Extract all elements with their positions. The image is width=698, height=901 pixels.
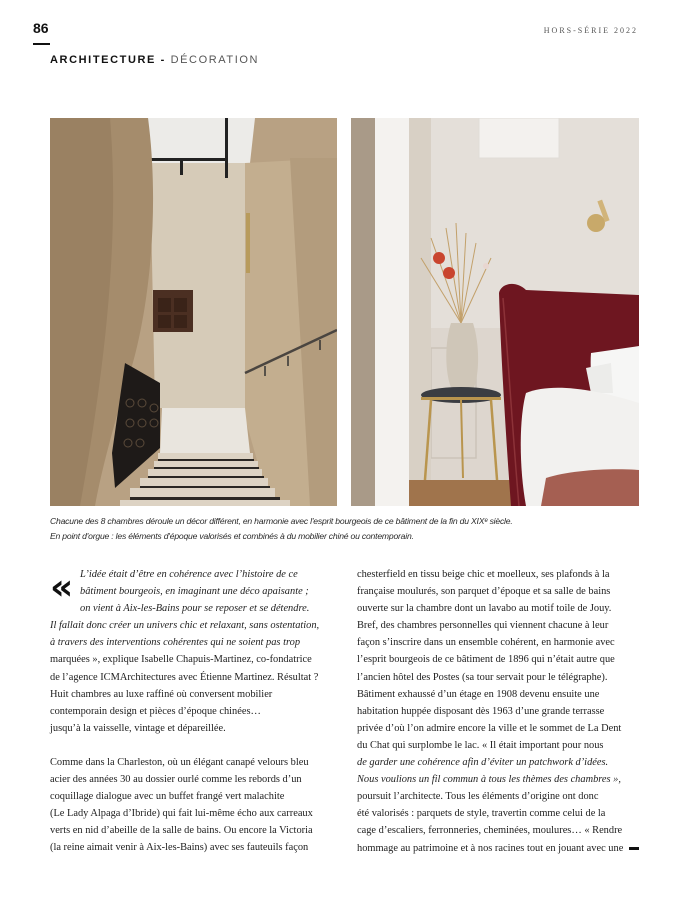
text-line: Bref, des chambres personnelles qui viennent chacune à leur [357,620,609,632]
text-line: du Chat qui surplombe le lac. « Il était important pour nous [357,739,604,751]
text-line: jusqu’à la vaisselle, vintage et dépareillée. [50,722,226,734]
text-line: habitation huppée disposant dès 1963 d’une grande terrasse [357,705,605,717]
article-column-left [50,566,335,857]
page-number: 86 [33,20,49,36]
photo-caption [50,514,650,544]
continued-mark-icon [629,847,639,850]
text-line: à travers des interventions cohérentes qui ne soient pas trop [50,637,301,649]
text-line: Comme dans la Charleston, où un élégant canapé velours bleu [50,756,309,768]
text-line: on vient à Aix-les-Bains pour se reposer et se détendre. [80,603,310,615]
text-line: poursuit l’architecte. Tous les éléments d’origine ont donc [357,791,599,803]
text-line: façon s’inscrire dans un ensemble cohérent, en harmonie avec [357,637,615,649]
text-line: été valorisés : parquets de style, travertin comme celui de la [357,808,606,820]
bedroom-photo [351,118,639,506]
text-line: coquillage dialogue avec un buffet frangé vert malachite [50,791,285,803]
text-line: l’esprit bourgeois de ce bâtiment de 1896 qui n’était autre que [357,654,615,666]
text-line-last [357,840,647,857]
series-label: HORS-SÉRIE 2022 [543,26,638,35]
article-column-right [357,566,647,857]
section-rubric [50,54,259,66]
text-line: ouverte sur la chambre dont un lavabo au motif toile de Jouy. [357,603,612,615]
text-line: marquées », explique Isabelle Chapuis-Martinez, co-fondatrice [50,654,312,666]
text-line: acier des années 30 au dossier ourlé comme les rebords d’un [50,774,302,786]
text-line: de l’agence ICMArchitectures avec Étienne Martinez. Résultat ? [50,671,319,683]
text-line: hommage au patrimoine et à nos racines tout en jouant avec une [357,842,624,854]
text-line: (Le Lady Alpaga d’Ibride) qui fait lui-même écho aux carreaux [50,808,313,820]
text-line: privée d’où l’on admire encore la ville et le sommet de La Dent [357,722,622,734]
text-line: Huit chambres au luxe raffiné où conversent mobilier [50,688,273,700]
article-paragraph-2 [50,754,335,857]
rubric-main: ARCHITECTURE - [50,54,166,66]
text-line: Il fallait donc créer un univers chic et relaxant, sans ostentation, [50,620,320,632]
text-line: Bâtiment exhaussé d’un étage en 1908 devenu ensuite une [357,688,600,700]
caption-line-2: En point d'orgue : les éléments d'époque valorisés et combinés à du mobilier chiné ou contemporain. [50,531,414,541]
text-line: bâtiment bourgeois, en imaginant une déco apaisante ; [80,586,309,598]
caption-line-1: Chacune des 8 chambres déroule un décor différent, en harmonie avec l'esprit bourgeois de ce bâtiment de la fin du XIXᵉ siècle. [50,516,513,526]
article-paragraph-3 [357,566,647,857]
text-line: chesterfield en tissu beige chic et moelleux, ses plafonds à la [357,569,610,580]
text-line: française moulurés, son parquet d’époque et sa salle de bains [357,586,611,598]
article-paragraph-1 [50,566,335,737]
text-line: Nous voulions un fil commun à tous les thèmes des chambres », [357,774,621,786]
text-line: cage d’escaliers, ferronneries, cheminées, moulures… « Rendre [357,825,623,837]
text-line: l’ancien hôtel des Postes (sa tour servait pour le télégraphe). [357,671,608,683]
rubric-sub: DÉCORATION [170,54,260,66]
page-number-rule [33,43,50,45]
text-line: (la reine aimait venir à Aix-les-Bains) avec ses fauteuils façon [50,842,309,854]
text-line: contemporain design et pièces d’époque chinées… [50,705,261,717]
text-line: verts en nid d’abeille de la salle de bains. Ou encore la Victoria [50,825,313,837]
text-line: L’idée était d’être en cohérence avec l’histoire de ce [80,569,298,580]
text-line: de garder une cohérence afin d’éviter un patchwork d’idées. [357,757,609,769]
opening-quote-mark: « [50,567,74,608]
staircase-photo [50,118,337,506]
